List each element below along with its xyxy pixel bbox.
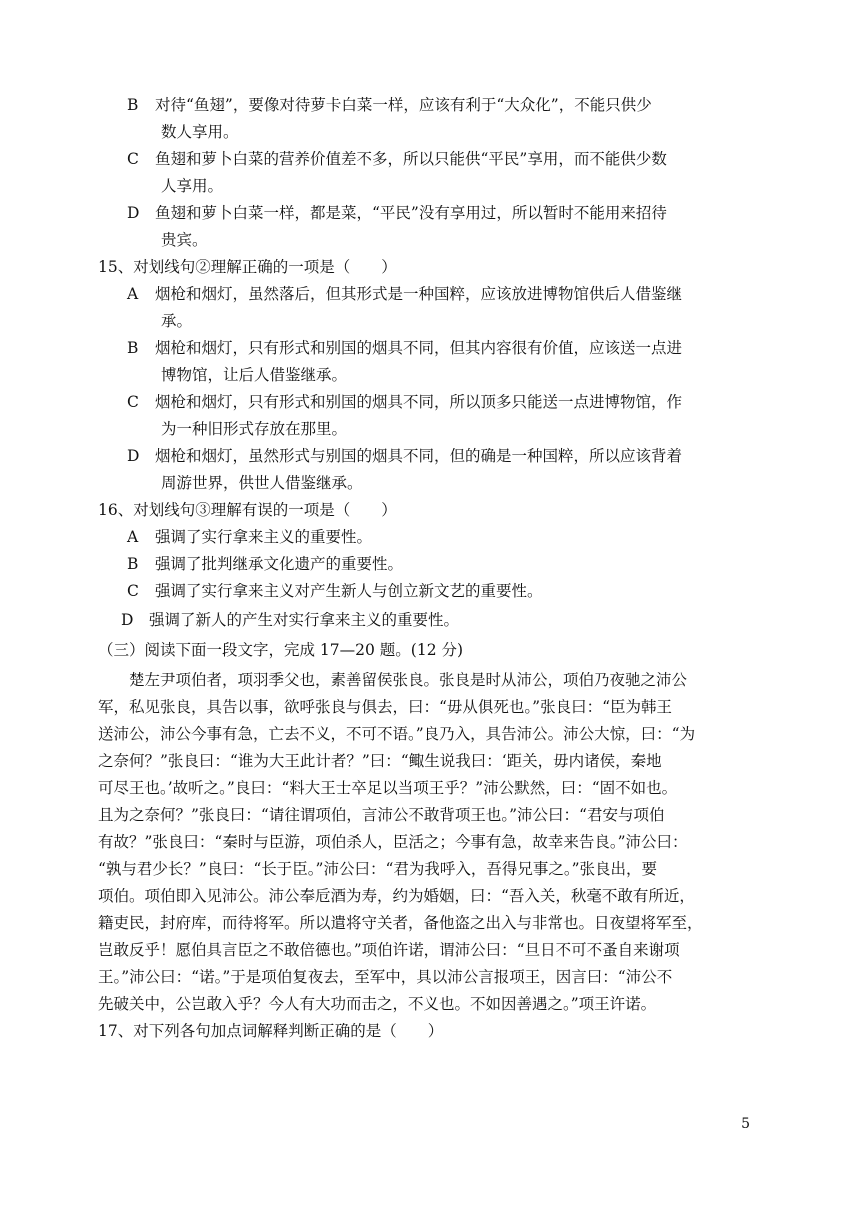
page-number: 5 [741, 1116, 750, 1132]
option-letter: D [127, 204, 140, 222]
q14-option-b-cont: 数人享用。 [161, 123, 239, 141]
q15-option-d-cont: 周游世界，供世人借鉴继承。 [161, 474, 363, 492]
option-letter: C [127, 150, 139, 168]
option-text: 烟枪和烟灯，虽然形式与别国的烟具不同，但的确是一种国粹，所以应该背着 [155, 447, 683, 465]
option-text: 强调了实行拿来主义对产生新人与创立新文艺的重要性。 [155, 582, 543, 600]
q14-option-d-cont: 贵宾。 [161, 231, 208, 249]
q15-option-b-cont: 博物馆，让后人借鉴继承。 [161, 366, 348, 384]
q16-option-a [127, 524, 372, 550]
q16-option-b [127, 551, 403, 577]
q15-option-c [127, 389, 682, 415]
q15-option-a-cont: 承。 [161, 312, 193, 330]
q17-stem: 17、对下列各句加点词解释判断正确的是（ ） [98, 1022, 444, 1040]
passage-line: 岂敢反乎！愿伯具言臣之不敢倍德也。”项伯许诺，谓沛公曰：“旦日不可不蚤自来谢项 [98, 941, 680, 959]
option-text: 鱼翅和萝卜白菜的营养价值差不多，所以只能供“平民”享用，而不能供少数 [155, 150, 667, 168]
option-text: 强调了新人的产生对实行拿来主义的重要性。 [149, 611, 460, 629]
option-text: 烟枪和烟灯，虽然落后，但其形式是一种国粹，应该放进博物馆供后人借鉴继 [155, 285, 683, 303]
q15-stem: 15、对划线句②理解正确的一项是（ ） [98, 258, 397, 276]
q14-option-d [127, 200, 667, 226]
q16-option-c [127, 578, 543, 604]
q16-stem: 16、对划线句③理解有误的一项是（ ） [98, 501, 397, 519]
passage-line: “孰与君少长？”良曰：“长于臣。”沛公曰：“君为我呼入，吾得兄事之。”张良出，要 [98, 860, 658, 878]
passage-line: 先破关中，公岂敢入乎？今人有大功而击之，不义也。不如因善遇之。”项王许诺。 [98, 995, 657, 1013]
passage-line: 项伯。项伯即入见沛公。沛公奉卮酒为寿，约为婚姻，曰：“吾入关，秋毫不敢有所近， [98, 887, 695, 905]
q14-option-c [127, 146, 667, 172]
passage-line: 军，私见张良，具告以事，欲呼张良与俱去，曰：“毋从俱死也。”张良曰：“臣为韩王 [98, 698, 673, 716]
option-text: 烟枪和烟灯，只有形式和别国的烟具不同，所以顶多只能送一点进博物馆，作 [155, 393, 683, 411]
passage-line: 有故？”张良曰：“秦时与臣游，项伯杀人，臣活之；今事有急，故幸来告良。”沛公曰： [98, 833, 688, 851]
passage-line: 且为之奈何？”张良曰：“请往谓项伯，言沛公不敢背项王也。”沛公曰：“君安与项伯 [98, 806, 665, 824]
option-letter: B [127, 339, 139, 357]
q16-option-d [121, 607, 459, 633]
option-text: 强调了批判继承文化遗产的重要性。 [155, 555, 404, 573]
option-letter: D [121, 611, 134, 629]
option-letter: A [127, 285, 139, 303]
passage-line: 王。”沛公曰：“诺。”于是项伯复夜去，至军中，具以沛公言报项王，因言曰：“沛公不 [98, 968, 673, 986]
option-letter: C [127, 582, 139, 600]
q14-option-b [127, 92, 652, 118]
q15-option-d [127, 443, 682, 469]
option-text: 对待“鱼翅”，要像对待萝卡白菜一样，应该有利于“大众化”，不能只供少 [155, 96, 652, 114]
option-letter: A [127, 528, 139, 546]
option-letter: C [127, 393, 139, 411]
passage-line: 之奈何？”张良曰：“谁为大王此计者？”曰：“鲰生说我曰：‘距关，毋内诸侯，秦地 [98, 752, 662, 770]
option-letter: D [127, 447, 140, 465]
passage-line: 送沛公，沛公今事有急，亡去不义，不可不语。”良乃入，具告沛公。沛公大惊，曰：“为 [98, 725, 696, 743]
section-heading: （三）阅读下面一段文字，完成 17—20 题。(12 分) [98, 641, 464, 659]
option-letter: B [127, 96, 139, 114]
option-text: 强调了实行拿来主义的重要性。 [155, 528, 373, 546]
passage-line: 楚左尹项伯者，项羽季父也，素善留侯张良。张良是时从沛公，项伯乃夜驰之沛公 [129, 671, 688, 689]
passage-line: 籍吏民，封府库，而待将军。所以遣将守关者，备他盗之出入与非常也。日夜望将军至， [98, 914, 703, 932]
option-text: 烟枪和烟灯，只有形式和别国的烟具不同，但其内容很有价值，应该送一点进 [155, 339, 683, 357]
passage-line: 可尽王也。’故听之。”良曰：“料大王士卒足以当项王乎？”沛公默然，曰：“固不如也。 [98, 779, 678, 797]
q14-option-c-cont: 人享用。 [161, 177, 224, 195]
q15-option-a [127, 281, 682, 307]
q15-option-c-cont: 为一种旧形式存放在那里。 [161, 420, 348, 438]
q15-option-b [127, 335, 682, 361]
option-letter: B [127, 555, 139, 573]
option-text: 鱼翅和萝卜白菜一样，都是菜，“平民”没有享用过，所以暂时不能用来招待 [155, 204, 667, 222]
